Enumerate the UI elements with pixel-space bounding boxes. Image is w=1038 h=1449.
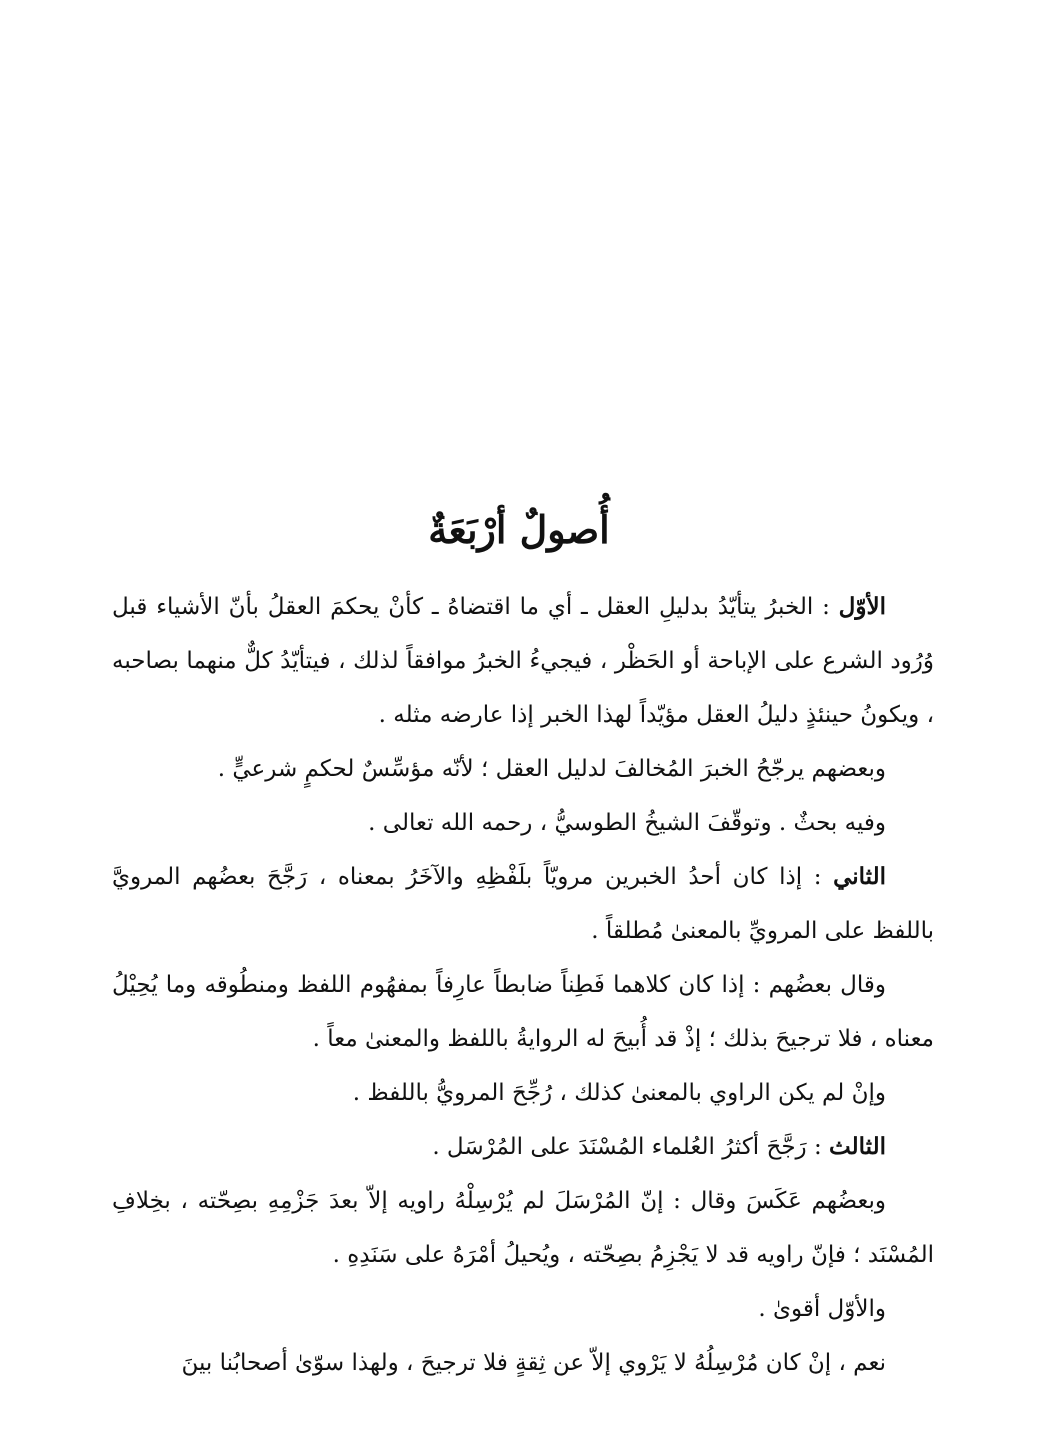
paragraph-text: وفيه بحثٌ . وتوقّفَ الشيخُ الطوسيُّ ، رحمه الله تعالى . <box>368 810 886 836</box>
paragraph <box>112 1174 934 1282</box>
paragraph-label: الثالث <box>829 1133 886 1160</box>
paragraph-text: وقال بعضُهم : إذا كان كلاهما فَطِناً ضابطاً عارِفاً بمفهُوم اللفظ ومنطُوقه وما يُحِيْلُ معناه ، فلا ترجيحَ بذلك ؛ إذْ قد أُبيحَ له الروايةُ باللفظ والمعنىٰ معاً . <box>112 972 934 1052</box>
paragraph-label: الثاني <box>833 863 886 890</box>
paragraph <box>112 958 934 1066</box>
body-text <box>112 580 934 1390</box>
paragraph <box>112 1066 934 1120</box>
paragraph <box>112 742 934 796</box>
paragraph-text: نعم ، إنْ كان مُرْسِلُهُ لا يَرْوي إلاّ عن ثِقةٍ فلا ترجيحَ ، ولهذا سوّىٰ أصحابُنا بينَ <box>181 1350 886 1376</box>
paragraph-first-principle <box>112 580 934 742</box>
paragraph-text: : إذا كان أحدُ الخبرين مرويّاً بلَفْظِهِ والآخَرُ بمعناه ، رَجَّحَ بعضُهم المرويَّ باللفظ على المرويِّ بالمعنىٰ مُطلقاً . <box>112 864 934 944</box>
paragraph-text: : الخبرُ يتأيّدُ بدليلِ العقل ـ أي ما اقتضاهُ ـ كأنْ يحكمَ العقلُ بأنّ الأشياء قبل وُرُود الشرع على الإباحة أو الحَظْر ، فيجيءُ الخبرُ موافقاً لذلك ، فيتأيّدُ كلٌّ منهما بصاحبه ، ويكونُ حينئذٍ دليلُ العقل مؤيّداً لهذا الخبر إذا عارضه مثله . <box>112 594 934 728</box>
paragraph-text: وبعضُهم عَكَسَ وقال : إنّ المُرْسَلَ لم يُرْسِلْهُ راويه إلاّ بعدَ جَزْمِهِ بصِحّته ، بخِلافِ المُسْنَد ؛ فإنّ راويه قد لا يَجْزِمُ بصِحّته ، ويُحيلُ أمْرَهُ على سَنَدِهِ . <box>112 1188 934 1268</box>
paragraph-text: والأوّل أقوىٰ . <box>758 1296 886 1322</box>
paragraph-third-principle <box>112 1120 934 1174</box>
paragraph-second-principle <box>112 850 934 958</box>
paragraph-text: وإنْ لم يكن الراوي بالمعنىٰ كذلك ، رُجِّحَ المرويُّ باللفظ . <box>352 1080 886 1106</box>
paragraph <box>112 796 934 850</box>
section-title: أُصولٌ أرْبَعَةٌ <box>428 507 610 552</box>
paragraph-text: وبعضهم يرجّحُ الخبرَ المُخالفَ لدليل العقل ؛ لأنّه مؤسِّسٌ لحكمٍ شرعيٍّ . <box>217 756 886 782</box>
paragraph-label: الأوّل <box>838 593 886 620</box>
paragraph <box>112 1282 934 1336</box>
paragraph <box>112 1336 934 1390</box>
paragraph-text: : رَجَّحَ أكثرُ العُلماء المُسْنَدَ على المُرْسَل . <box>432 1134 830 1160</box>
